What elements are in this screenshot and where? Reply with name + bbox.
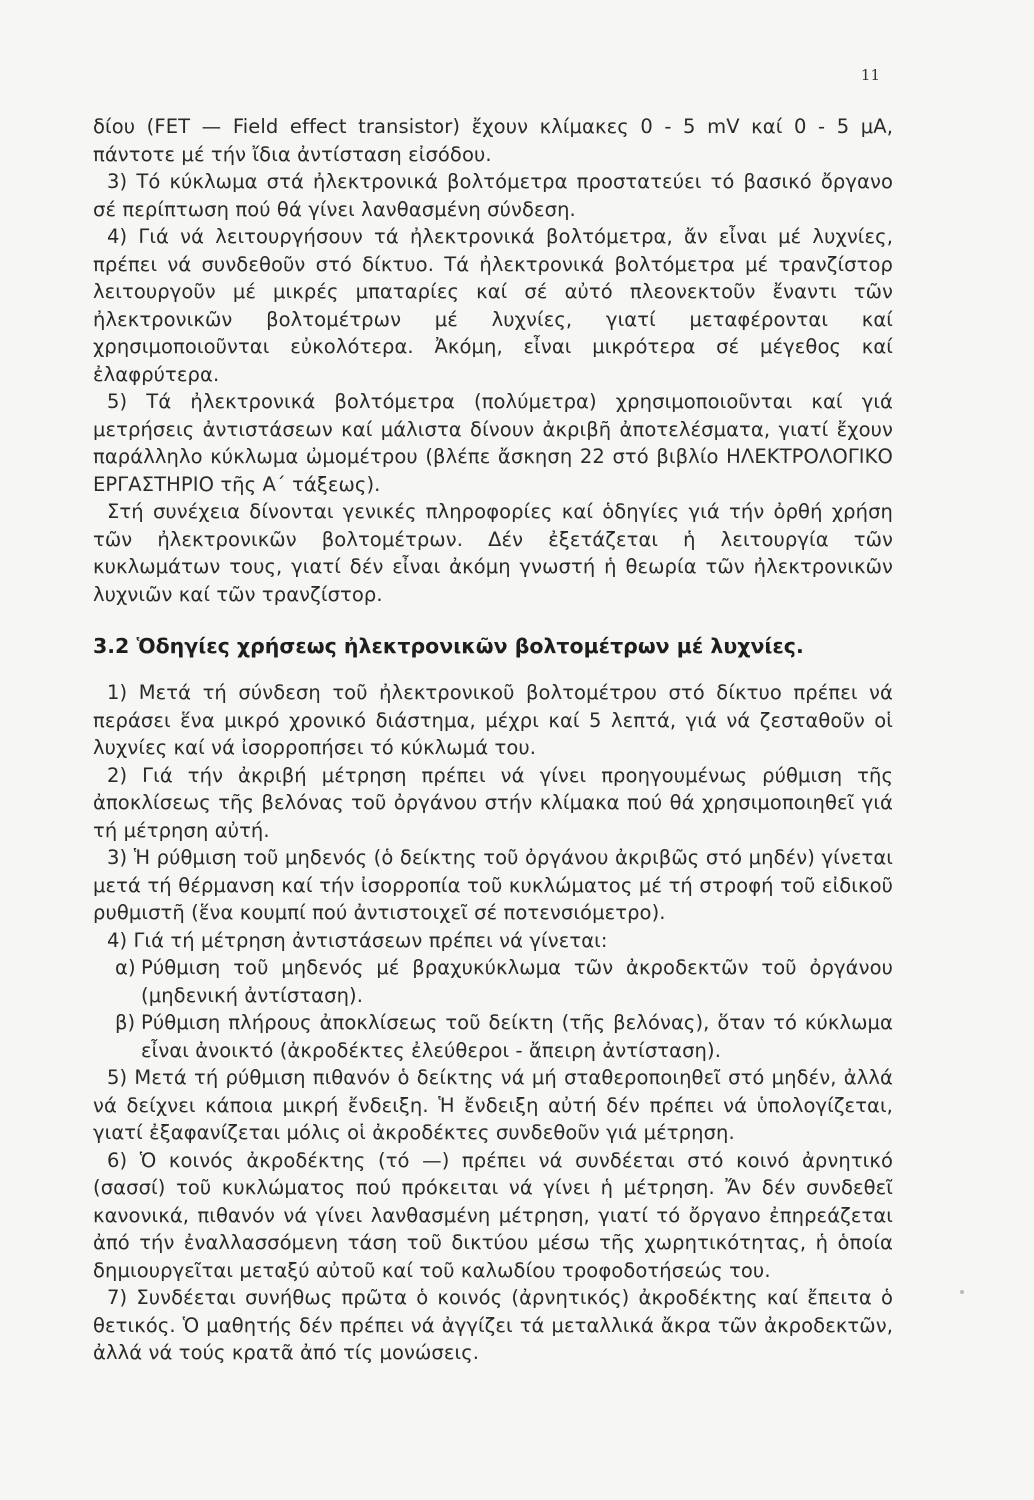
subitem-marker-a: α) [115, 956, 136, 979]
subitem-text-b: Ρύθμιση πλήρους ἀποκλίσεως τοῦ δείκτη (τῆς βελόνας), ὅταν τό κύκλωμα εἶναι ἀνοικτό (ἀκροδέκτες ἐλεύθεροι - ἄπειρη ἀντίσταση). [141, 1011, 893, 1062]
instruction-item-5: 5) Μετά τή ρύθμιση πιθανόν ὁ δείκτης νά μή σταθεροποιηθεῖ στό μηδέν, ἀλλά νά δείχνει κάποια μικρή ἔνδειξη. Ἡ ἔνδειξη αὐτή δέν πρέπει νά ὑπολογίζεται, γιατί ἐξαφανίζεται μόλις οἱ ἀκροδέκτες συνδεθοῦν γιά μέτρηση. [93, 1066, 893, 1144]
scan-speck [960, 1290, 964, 1294]
subitem-marker-b: β) [115, 1011, 136, 1034]
instruction-item-4: 4) Γιά τή μέτρηση ἀντιστάσεων πρέπει νά γίνεται: [107, 928, 608, 952]
instruction-item-2: 2) Γιά τήν ἀκριβή μέτρηση πρέπει νά γίνει προηγουμένως ρύθμιση τῆς ἀποκλίσεως τῆς βελόνας τοῦ ὀργάνου στήν κλίμακα πού θά χρησιμοποιηθεῖ γιά τή μέτρηση αὐτή. [93, 763, 893, 842]
instruction-item-3: 3) Ἡ ρύθμιση τοῦ μηδενός (ὁ δείκτης τοῦ ὀργάνου ἀκριβῶς στό μηδέν) γίνεται μετά τή θέρμανση καί τήν ἰσορροπία τοῦ κυκλώματος μέ τή στροφή τοῦ εἰδικοῦ ρυθμιστῆ (ἕνα κουμπί πού ἀντιστοιχεῖ σέ ποτενσιόμετρο). [93, 846, 893, 924]
paragraph-general-info: Στή συνέχεια δίνονται γενικές πληροφορίες καί ὁδηγίες γιά τήν ὀρθή χρήση τῶν ἠλεκτρονικῶν βολτομέτρων. Δέν ἐξετάζεται ἡ λειτουργία τῶν κυκλωμάτων τους, γιατί δέν εἶναι ἀκόμη γνωστή ἡ θεωρία τῶν ἠλεκτρονικῶν λυχνιῶν καί τῶν τρανζίστορ. [93, 500, 893, 606]
paragraph-point-3: 3) Τό κύκλωμα στά ἠλεκτρονικά βολτόμετρα προστατεύει τό βασικό ὄργανο σέ περίπτωση πού θά γίνει λανθασμένη σύνδεση. [93, 170, 893, 221]
paragraph-point-4: 4) Γιά νά λειτουργήσουν τά ἠλεκτρονικά βολτόμετρα, ἄν εἶναι μέ λυχνίες, πρέπει νά συνδεθοῦν στό δίκτυο. Τά ἠλεκτρονικά βολτόμετρα μέ τρανζίστορ λειτουργοῦν μέ μικρές μπαταρίες καί σέ αὐτό πλεονεκτοῦν ἔναντι τῶν ἠλεκτρονικῶν βολτομέτρων μέ λυχνίες, γιατί μεταφέρονται καί χρησιμοποιοῦνται εὐκολότερα. Ἀκόμη, εἶναι μικρότερα σέ μέγεθος καί ἐλαφρύτερα. [93, 225, 893, 386]
paragraph-point-5: 5) Τά ἠλεκτρονικά βολτόμετρα (πολύμετρα) χρησιμοποιοῦνται καί γιά μετρήσεις ἀντιστάσεων καί μάλιστα δίνουν ἀκριβῆ ἀποτελέσματα, γιατί ἔχουν παράλληλο κύκλωμα ὠμομέτρου (βλέπε ἄσκηση 22 στό βιβλίο ΗΛΕΚΤΡΟΛΟΓΙΚΟ ΕΡΓΑΣΤΗΡΙΟ τῆς Α΄ τάξεως). [93, 390, 893, 496]
instructions-text-block [93, 679, 893, 1367]
instruction-item-6: 6) Ὁ κοινός ἀκροδέκτης (τό —) πρέπει νά συνδέεται στό κοινό ἀρνητικό (σασσί) τοῦ κυκλώματος πού πρόκειται νά γίνει ἡ μέτρηση. Ἄν δέν συνδεθεῖ κανονικά, πιθανόν νά γίνει λανθασμένη μέτρηση, γιατί τό ὄργανο ἐπηρεάζεται ἀπό τήν ἐναλλασσόμενη τάση τοῦ δικτύου μέσω τῆς χωρητικότητας, ἡ ὁποία δημιουργεῖται μεταξύ αὐτοῦ καί τοῦ καλωδίου τροφοδοτήσεώς του. [93, 1148, 893, 1282]
instruction-item-7: 7) Συνδέεται συνήθως πρῶτα ὁ κοινός (ἀρνητικός) ἀκροδέκτης καί ἔπειτα ὁ θετικός. Ὁ μαθητής δέν πρέπει νά ἀγγίζει τά μεταλλικά ἄκρα τῶν ἀκροδεκτῶν, ἀλλά νά τούς κρατᾶ ἀπό τίς μονώσεις. [93, 1286, 893, 1364]
section-heading: 3.2 Ὁδηγίες χρήσεως ἠλεκτρονικῶν βολτομέτρων μέ λυχνίες. [93, 634, 804, 658]
subitem-text-a: Ρύθμιση τοῦ μηδενός μέ βραχυκύκλωμα τῶν ἀκροδεκτῶν τοῦ ὀργάνου (μηδενική ἀντίσταση). [141, 956, 893, 1007]
intro-text-block [93, 113, 893, 608]
instruction-subitem-a [93, 954, 893, 1009]
page-number: 11 [860, 66, 880, 84]
instruction-item-1: 1) Μετά τή σύνδεση τοῦ ἠλεκτρονικοῦ βολτομέτρου στό δίκτυο πρέπει νά περάσει ἕνα μικρό χρονικό διάστημα, μέχρι καί 5 λεπτά, γιά νά ζεσταθοῦν οἱ λυχνίες καί νά ἰσορροπήσει τό κύκλωμά του. [93, 681, 893, 759]
instruction-subitem-b [93, 1009, 893, 1064]
paragraph-fet-continuation: δίου (FET — Field effect transistor) ἔχουν κλίμακες 0 - 5 mV καί 0 - 5 μΑ, πάντοτε μέ τήν ἴδια ἀντίσταση εἰσόδου. [93, 115, 893, 166]
